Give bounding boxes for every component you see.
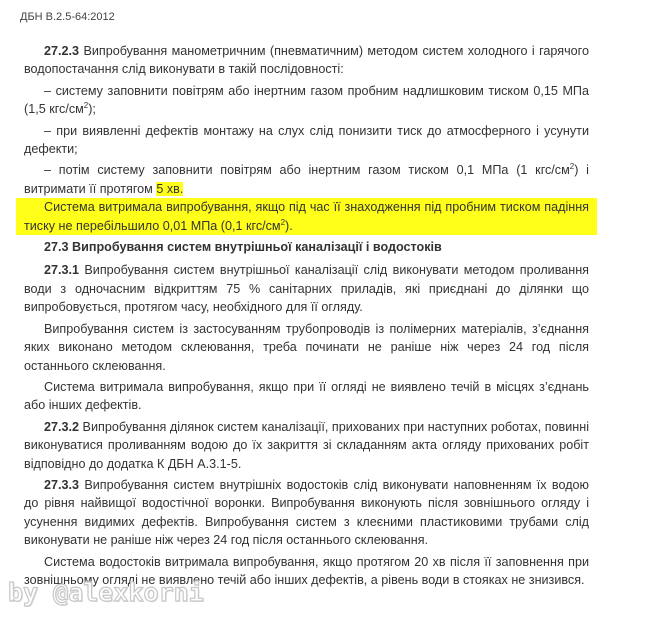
clause-number: 27.3.3 (44, 477, 80, 492)
clause-step-3 (24, 161, 589, 198)
highlighted-duration: 5 хв. (156, 181, 184, 196)
step-text-mid: ) і витримати її протягом (24, 163, 589, 196)
step-text: – при виявленні дефектів монтажу на слух слід понизити тиск до атмосферного і усунути дефекти; (24, 123, 589, 157)
clause-27-3-3 (24, 476, 589, 550)
clause-text: Випробування ділянок систем каналізації, прихованих при наступних роботах, повинні виконуватися проливанням водою до їх закриття зі складанням акта огляду прихованих робіт відповідно до додатка К ДБН А.3.1-5. (24, 419, 589, 471)
superscript: 2 (569, 162, 575, 172)
clause-text: Випробування систем внутрішніх водостоків слід виконувати наповненням їх водою до рівня найвищої водостічної воронки. Випробування виконують після зовнішнього огляду і усунення видимих дефектів. Випробування систем з клеєними пластиковими трубами слід виконувати не раніше ніж через 24 год після останнього склеювання. (24, 477, 589, 548)
document-body (24, 42, 589, 592)
criterion-text: Система витримала випробування, якщо під час її знаходження під пробним тиском падіння тиску не перебільшило 0,01 МПа (0,1 кгс/см (24, 200, 589, 233)
superscript: 2 (280, 217, 286, 227)
clause-step-2 (24, 122, 589, 159)
clause-text: Випробування манометричним (пневматичним) методом систем холодного і гарячого водопостачання слід виконувати в такій послідовності: (24, 44, 589, 77)
clause-number: 27.3.1 (44, 263, 80, 278)
clause-number: 27.2.3 (44, 44, 80, 58)
clause-27-2-3-intro (24, 42, 589, 79)
step-text: – систему заповнити повітрям або інертним газом пробним надлишковим тиском 0,15 МПа (1,5 кгс/см (24, 83, 589, 117)
document-code-header: ДБН В.2.5-64:2012 (20, 11, 115, 23)
paragraph-test-passed: Система витримала випробування, якщо при її огляді не виявлено течій в місцях з’єднань або інших дефектів. (24, 379, 589, 413)
paragraph-drain-test-passed: Система водостоків витримала випробування, якщо протягом 20 хв після її заповнення при зовнішньому огляді не виявлено течій або інших дефектів, а рівень води в стояках не знизився. (24, 554, 589, 587)
criterion-text-end: ). (285, 218, 293, 233)
watermark: by @alexkorni (8, 578, 204, 607)
superscript: 2 (83, 101, 89, 111)
clause-text: Випробування систем внутрішньої каналізації слід виконувати методом проливання води з одночасним відкриттям 75 % санітарних приладів, які приєднані до ділянки що випробовується, протягом часу, необхідного для її огляду. (24, 263, 589, 315)
clause-number: 27.3.2 (44, 419, 80, 434)
clause-step-1 (24, 82, 589, 119)
section-heading-27-3: 27.3 Випробування систем внутрішньої каналізації і водостоків (44, 240, 442, 255)
clause-27-3-1 (24, 261, 589, 316)
step-text-end: ); (88, 102, 96, 117)
step-text: – потім систему заповнити повітрям або інертним газом тиском 0,1 МПа (1 кгс/см (44, 163, 570, 178)
highlighted-criterion (16, 198, 597, 235)
paragraph-polymer-pipes: Випробування систем із застосуванням трубопроводів із полімерних матеріалів, з’єднання яких виконано методом склеювання, треба починати не раніше ніж через 24 год після останнього склеювання. (24, 321, 589, 373)
clause-27-3-2 (24, 418, 589, 473)
